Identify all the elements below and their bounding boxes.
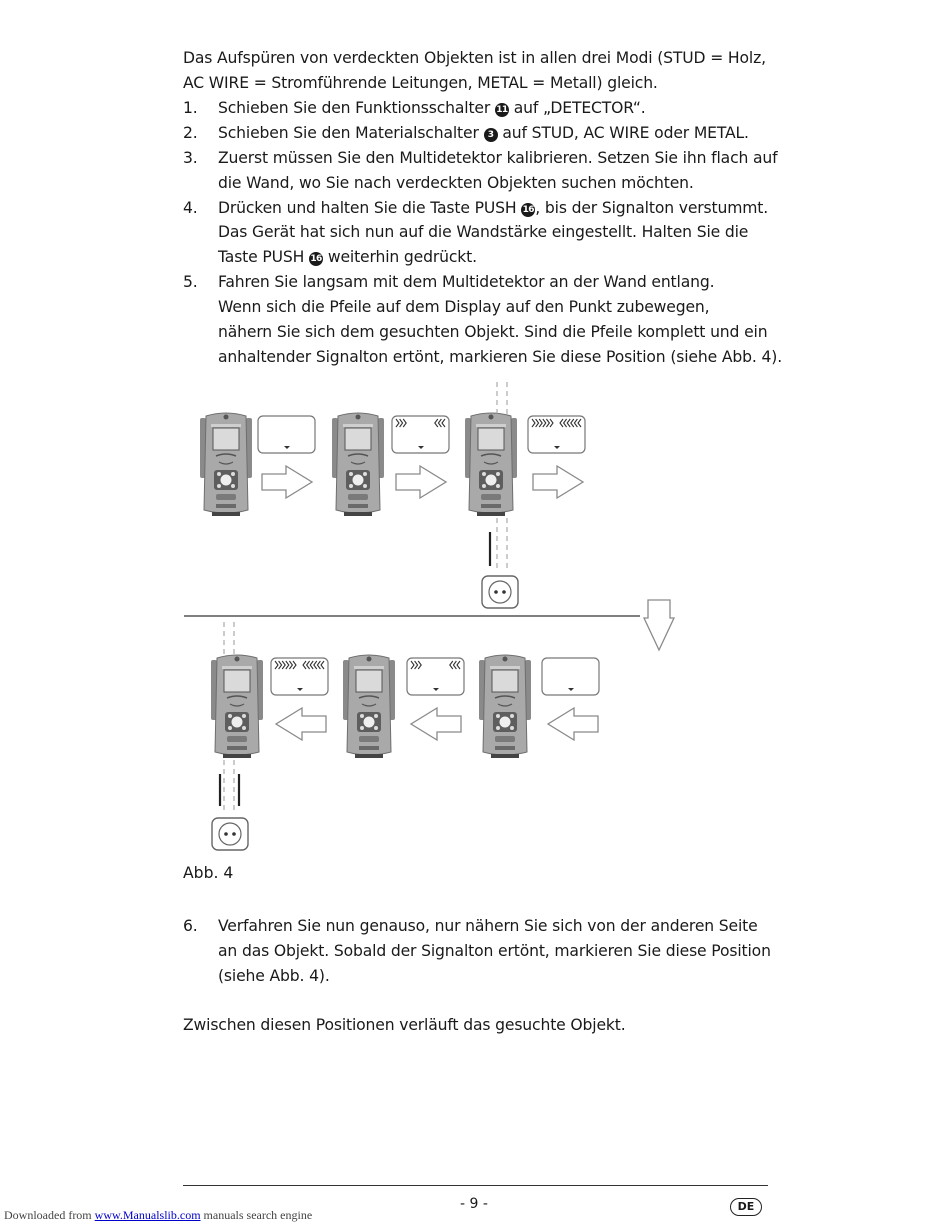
intro-line-2: AC WIRE = Stromführende Leitungen, METAL = Metall) gleich. bbox=[183, 74, 658, 92]
display-panel bbox=[407, 658, 464, 695]
step-4: 4. Drücken und halten Sie die Taste PUSH 16, bis der Signalton verstummt. bbox=[183, 196, 768, 221]
step-5-cont: nähern Sie sich dem gesuchten Objekt. Sind die Pfeile komplett und ein bbox=[218, 323, 768, 341]
step-5-cont: Wenn sich die Pfeile auf dem Display auf den Punkt zubewegen, bbox=[218, 298, 710, 316]
step-number: 2. bbox=[183, 124, 198, 142]
detector-device-icon bbox=[200, 413, 252, 516]
arrow-right-icon bbox=[396, 466, 446, 498]
display-panel bbox=[271, 658, 328, 695]
download-note: Downloaded from www.Manualslib.com manuals search engine bbox=[4, 1208, 313, 1222]
step-4-cont: Taste PUSH 16 weiterhin gedrückt. bbox=[218, 248, 477, 266]
step-3: 3. Zuerst müssen Sie den Multidetektor kalibrieren. Setzen Sie ihn flach auf bbox=[183, 146, 778, 171]
step-5-cont: anhaltender Signalton ertönt, markieren Sie diese Position (siehe Abb. 4). bbox=[218, 348, 783, 366]
step-number: 5. bbox=[183, 273, 198, 291]
display-panel bbox=[258, 416, 315, 453]
intro-line-1: Das Aufspüren von verdeckten Objekten ist in allen drei Modi (STUD = Holz, bbox=[183, 49, 766, 67]
footer-divider bbox=[183, 1185, 768, 1186]
detector-device-icon bbox=[465, 413, 517, 516]
power-socket-icon bbox=[212, 818, 248, 850]
step-number: 1. bbox=[183, 99, 198, 117]
ref-number-badge: 11 bbox=[496, 105, 508, 115]
step-number: 4. bbox=[183, 199, 198, 217]
page-number: - 9 - bbox=[460, 1196, 488, 1212]
step-2: 2. Schieben Sie den Materialschalter 3 auf STUD, AC WIRE oder METAL. bbox=[183, 121, 749, 146]
ref-number-badge: 16 bbox=[522, 205, 534, 215]
detector-usage-figure bbox=[180, 378, 680, 858]
figure-caption: Abb. 4 bbox=[183, 864, 234, 882]
arrow-left-icon bbox=[548, 708, 598, 740]
step-number: 6. bbox=[183, 917, 198, 935]
figure-bottom-row bbox=[211, 655, 598, 758]
step-1: 1. Schieben Sie den Funktionsschalter 11 auf „DETECTOR“. bbox=[183, 96, 646, 121]
ref-number-badge: 16 bbox=[310, 254, 322, 264]
arrow-right-icon bbox=[533, 466, 583, 498]
detector-device-icon bbox=[343, 655, 395, 758]
display-panel bbox=[542, 658, 599, 695]
display-panel bbox=[528, 416, 585, 453]
step-number: 3. bbox=[183, 149, 198, 167]
ref-number-badge: 3 bbox=[484, 128, 498, 142]
power-socket-icon bbox=[482, 576, 518, 608]
step-6: 6. Verfahren Sie nun genauso, nur nähern Sie sich von der anderen Seite bbox=[183, 914, 758, 939]
step-3-cont: die Wand, wo Sie nach verdeckten Objekten suchen möchten. bbox=[218, 174, 694, 192]
step-5: 5. Fahren Sie langsam mit dem Multidetektor an der Wand entlang. bbox=[183, 270, 714, 295]
arrow-left-icon bbox=[411, 708, 461, 740]
detector-device-icon bbox=[332, 413, 384, 516]
detector-device-icon bbox=[479, 655, 531, 758]
arrow-right-icon bbox=[262, 466, 312, 498]
detector-device-icon bbox=[211, 655, 263, 758]
display-panel bbox=[392, 416, 449, 453]
step-4-cont: Das Gerät hat sich nun auf die Wandstärke eingestellt. Halten Sie die bbox=[218, 223, 749, 241]
arrow-left-icon bbox=[276, 708, 326, 740]
language-badge: DE bbox=[730, 1198, 762, 1216]
step-6-cont: (siehe Abb. 4). bbox=[218, 967, 330, 985]
step-6-cont: an das Objekt. Sobald der Signalton ertönt, markieren Sie diese Position bbox=[218, 942, 771, 960]
conclusion-text: Zwischen diesen Positionen verläuft das gesuchte Objekt. bbox=[183, 1016, 626, 1034]
manualslib-link[interactable]: www.Manualslib.com bbox=[94, 1208, 201, 1222]
arrow-down-icon bbox=[644, 600, 674, 650]
